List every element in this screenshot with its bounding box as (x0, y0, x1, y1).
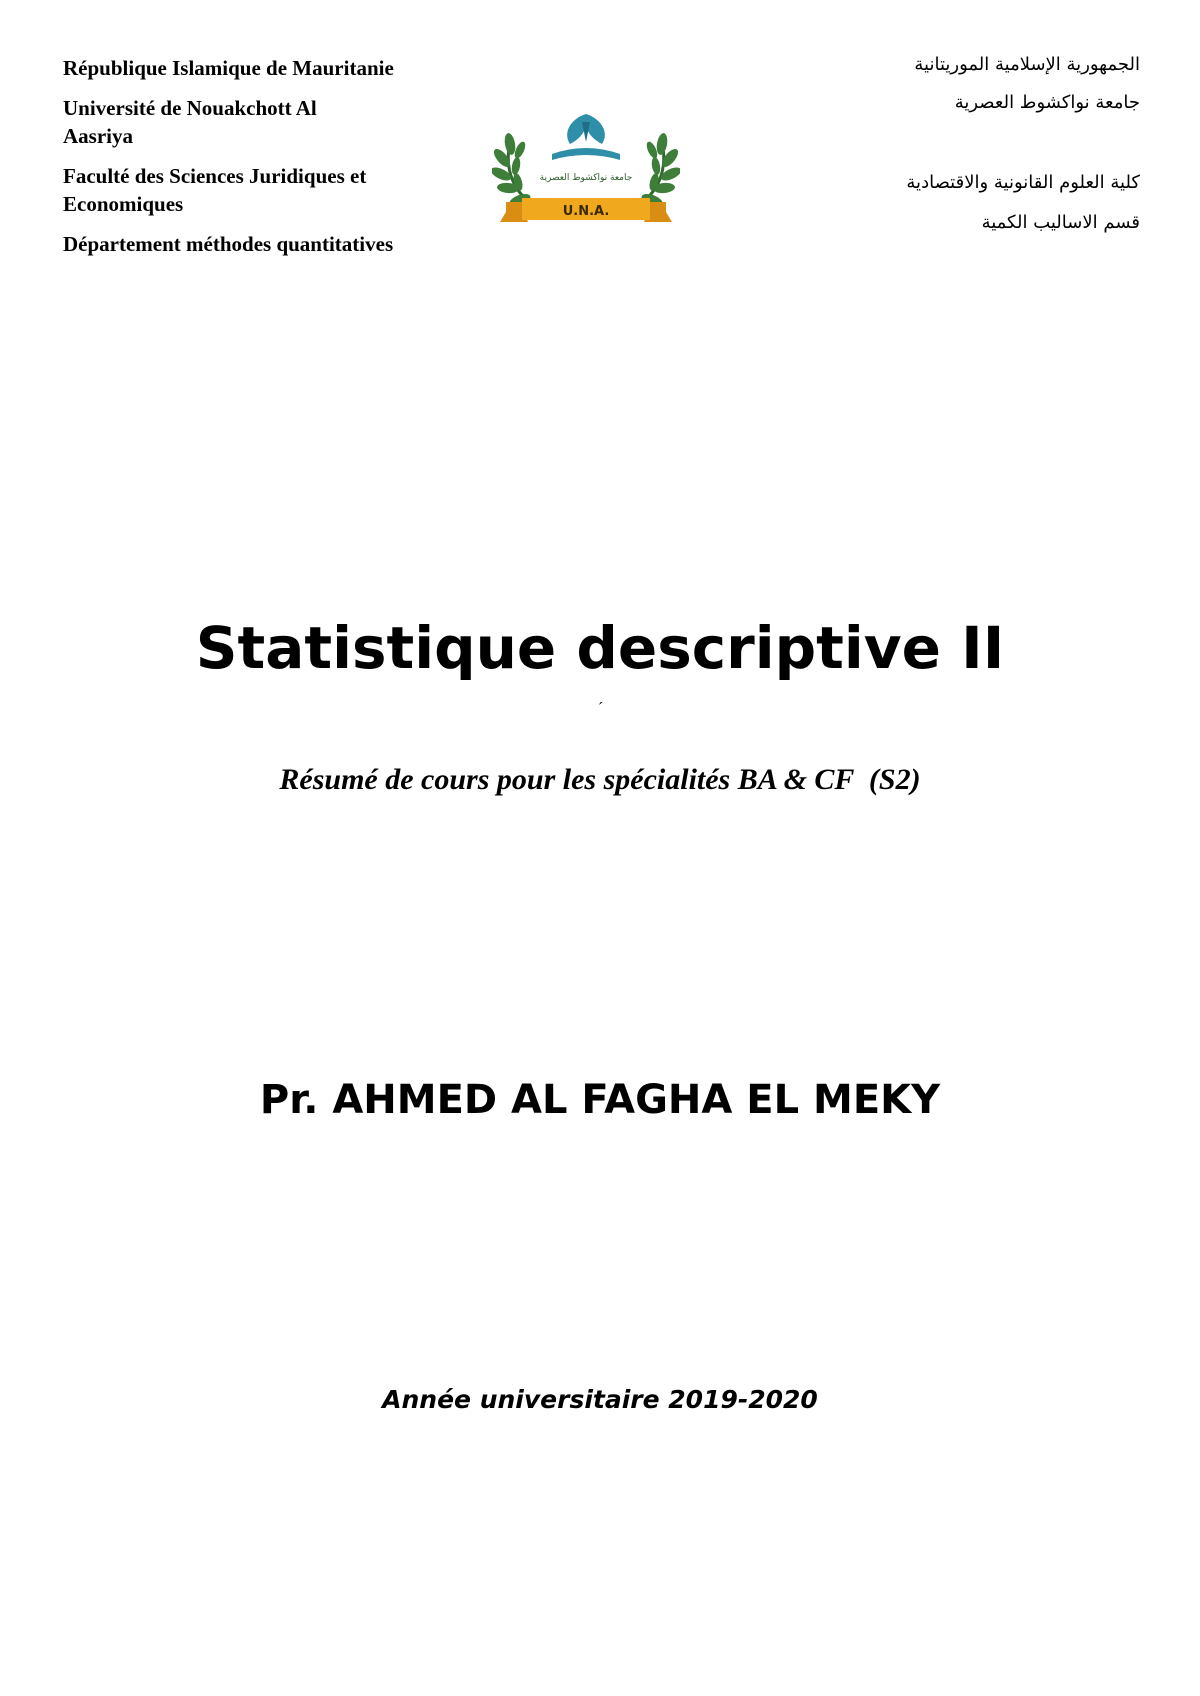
pen-book-icon (552, 114, 620, 160)
laurel-left-icon (492, 132, 536, 208)
university-label-fr: Université de Nouakchott Al Aasriya (63, 96, 317, 148)
logo-arabic-text: جامعة نواكشوط العصرية (539, 173, 633, 183)
faculty-label-fr: Faculté des Sciences Juridiques et Economiques (63, 164, 367, 216)
department-label-ar: قسم الاساليب الكمية (981, 212, 1140, 233)
university-label-ar: جامعة نواكشوط العصرية (954, 92, 1140, 113)
stray-mark: ´ (598, 700, 604, 717)
header-left-block (63, 54, 463, 270)
university-laurel-logo (492, 108, 680, 232)
republic-label-fr: République Islamique de Mauritanie (63, 56, 394, 80)
faculty-label-ar: كلية العلوم القانونية والاقتصادية (906, 172, 1140, 193)
laurel-right-icon (636, 132, 680, 208)
document-subtitle: Résumé de cours pour les spécialités BA & CF (S2) (279, 763, 921, 796)
academic-year: Année universitaire 2019-2020 (382, 1385, 818, 1414)
logo-banner-text: U.N.A. (562, 204, 610, 219)
author-name: Pr. AHMED AL FAGHA EL MEKY (259, 1077, 941, 1123)
document-title: Statistique descriptive II (195, 614, 1005, 682)
republic-label-ar: الجمهورية الإسلامية الموريتانية (914, 54, 1140, 75)
department-label-fr: Département méthodes quantitatives (63, 232, 394, 256)
